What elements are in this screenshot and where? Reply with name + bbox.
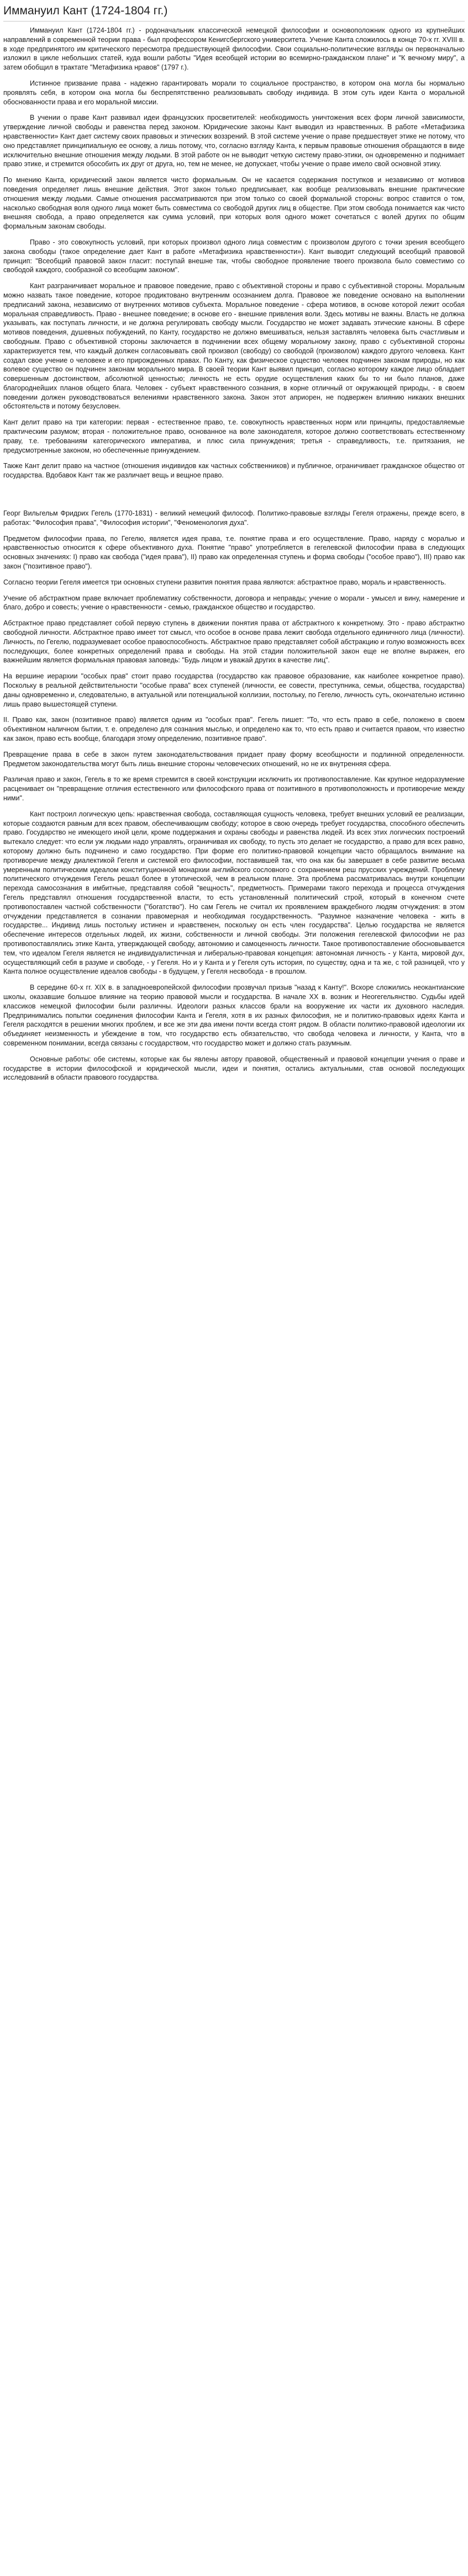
section-gap [3, 487, 465, 509]
hegel-paragraph-conclusion: Основные работы: обе системы, которые как бы явлены автору правовой, общественный и правовой концепции учения о праве и государстве в истории философской и юридической мысли, идеи и понятия, остались актуальными, став основой последующих исследований в области правового государства. [3, 1055, 465, 1082]
kant-section [3, 26, 465, 480]
hegel-paragraph-teaching: Учение об абстрактном праве включает проблематику собственности, договора и неправды; учение о морали - умысел и вину, намерение и благо, добро и совесть; учение о нравственности - семью, гражданское общество и государство. [3, 594, 465, 612]
hegel-paragraph-law-as-statute: II. Право как, закон (позитивное право) является одним из "особых прав". Гегель пишет: "То, что есть право в себе, положено в своем объективном наличном бытии, т. е. определено для сознания мыслью, и определено как то, что есть право и считается правом, что известно как закон, право есть вообще, благодаря этому определению, позитивное право". [3, 716, 465, 742]
hegel-paragraph-comparison: Кант построил логическую цепь: нравственная свобода, составляющая сущность человека, требует внешних условий ее реализации, которые создаются равным для всех правом, обеспечивающим свободу; которое в свою очередь требует государства, способного обеспечить право. Государство не имеющего иной цели, кроме поддержания и охраны свободы и равенства людей. Из всех этих логических построений вытекало следует: что если уж людьми надо управлять, ограничивая их свободу, то пусть это делает не государство, а право для всех равно, которому должно быть подчинено и само государство. При форме его политико-правовой концепции часто обращалось внимание на противоречие между диалектикой Гегеля и системой его философии, поставившей так, что она как бы завершает в себе развитие весьма умеренным политическим идеалом конституционной монархии английского сословного с сохранением реш прусских учреждений. Проблему политического отчуждения Гегель решал более в утопической, чем в реальном плане. Эта проблема рассматривалась внутри концепции перехода самосознания в имбитные, представляя собой "вещность", предметность. Примерами такого перехода и процесса отчуждения Гегель представлял отношения государственной власти, то есть установленный политический строй, который в конечном счете противопоставлен частной собственности ("богатство"). Но сам Гегель не считал их проявлением враждебного людям отчуждения: в этом отчуждении представляется в сознании правомерная и необходимая государственность. "Разумное назначение человека - жить в государстве... Индивид лишь постольку истинен и нравственен, поскольку он есть член государства". Целью государства не является обеспечение интересов отдельных людей, их жизни, собственности и личной свободы. Эти положения гегелевской философии не раз противопоставлялись этике Канта, утверждающей свободу, автономию и самоценность личности. Такое противопоставление обосновывается тем, что идеалом Гегеля является не индивидуалистичная и либерально-правовая концепция: автономная личность - у Канта, мировой дух, осуществляющий себя в разуме и свободе, - у Гегеля. Но и у Канта и у Гегеля суть история, по существу, одна и та же, с той разницей, что у Канта полное осуществление идеалов свободы - в будущем, у Гегеля несвобода - в прошлом. [3, 810, 465, 976]
kant-paragraph-doctrine: В учении о праве Кант развивал идеи французских просветителей: необходимость уничтожения всех форм личной зависимости, утверждение личной свободы и равенства перед законом. Юридические законы Кант выводил из нравственных. В работе «Метафизика нравственности» Кант дает систему своих правовых и этических воззрений. В этой системе учение о праве предшествует этике не потому, что оно представляет принципиальную ее основу, а лишь потому, что, согласно взгляду Канта, к первым правовые отношения обращаются в виде исключительно внешние отношения между людьми. В этой работе он не выводит четкую систему право-этики, он одновременно и поднимает право этике, и стремится обособить их друг от друга, но, тем не менее, не допускает, чтобы учение о праве имело свой основной этику. [3, 114, 465, 168]
kant-paragraph-law: По мнению Канта, юридический закон является чисто формальным. Он не касается содержания поступков и независимо от мотивов поведения определяет лишь внешние действия. Этот закон только предписывает, как вообще реализовывать внешние практические отношения между людьми. Самые отношения рассматриваются при этом только со своей формальной стороны: вопрос ставится о том, насколько свободная воля одного лица может быть совместима со свободой других лиц в обществе. При этом свобода понимается как чисто внешняя свобода, а право определяется как сумма условий, при которых воля одного может сочетаться с волей других по общим формальным законам свободы. [3, 176, 465, 231]
hegel-paragraph-legislation: Превращение права в себе в закон путем законодательствования придает праву форму всеобщности и подлинной определенности. Предметом законодательства могут быть лишь внешние стороны человеческих отношений, но не их внутренняя сфера. [3, 750, 465, 768]
kant-paragraph-definition: Право - это совокупность условий, при которых произвол одного лица совместим с произволом другого с точки зрения всеобщего закона свободы (такое определение дает Кант в работе «Метафизика нравственности»). Кант выводит следующий всеобщий правовой принцип: "Всеобщий правовой закон гласит: поступай внешне так, чтобы свободное проявление твоего произвола было совместимо со свободой каждого, сообразной со всеобщим законом". [3, 238, 465, 274]
hegel-paragraph-subject: Предметом философии права, по Гегелю, является идея права, т.е. понятие права и его осуществление. Право, наряду с моралью и нравственностью относится к сфере объективного духа. Понятие "право" употребляется в гегелевской философии права в следующих основных значениях: I) право как свобода ("идея права"), II) право как определенная ступень и форма свободы ("особое право"), III) право как закон ("позитивное право"). [3, 534, 465, 571]
hegel-paragraph-abstract: Абстрактное право представляет собой первую ступень в движении понятия права от абстрактного к конкретному. Это - право абстрактно свободной личности. Абстрактное право имеет тот смысл, что особое в основе права лежит свобода отдельного единичного лица (личности). Личность, по Гегелю, подразумевает особое правоспособность. Абстрактное право представляет собой абстракцию и голую возможность всех последующих, более конкретных определений права и свободы. На этой стадии положительной закон еще не вполне выражен, его важнейшим является формальная правовая заповедь: "Будь лицом и уважай других в качестве лиц". [3, 619, 465, 665]
kant-paragraph-private-public: Также Кант делит право на частное (отношения индивидов как частных собственников) и публичное, ограничивает гражданское общество от государства. Вдобавок Кант так же различает вещь и вещное право. [3, 462, 465, 480]
kant-paragraph-purpose: Истинное призвание права - надежно гарантировать морали то социальное пространство, в котором она могла бы нормально проявлять себя, в котором она могла бы беспрепятственно реализовывать свободу индивида. В этом суть идеи Канта о моральной обоснованности права и его моральной миссии. [3, 79, 465, 106]
hegel-paragraph-distinction: Различая право и закон, Гегель в то же время стремится в своей конструкции исключить их противопоставление. Как крупное недоразумение расценивает он "превращение отличия естественного или философского права от позитивного в противоположность и противоречие между ними". [3, 776, 465, 802]
kant-paragraph-categories: Кант делит право на три категории: первая - естественное право, т.е. совокупность нравственных норм или принципы, предоставляемые практическим разумом; вторая - положительное право, основанное на воле законодателя, которое должно соответствовать естественному праву, т.е. требованиям категорического императива, и плюс сила принуждения; третья - справедливость, т.е. притязания, не предусмотренные законом, но обеспеченные принуждением. [3, 418, 465, 454]
hegel-paragraph-stages: Согласно теории Гегеля имеется три основных ступени развития понятия права являются: абстрактное право, мораль и нравственность. [3, 578, 446, 586]
hegel-paragraph-legacy: В середине 60-х гг. XIX в. в западноевропейской философии прозвучал призыв "назад к Канту!". Вскоре сложились неокантианские школы, оказавшие большое влияние на теорию правовой мысли и государства. В начале XX в. возник и Неогегельянство. Судьбы идей классиков немецкой философии были различны. Идеологи разных классов брали на вооружение их части их духовного наследия. Предпринимались попытки соединения философии Канта и Гегеля, хотя в их разных философия, не и политико-правовых идеях Канта и Гегеля расходятся в решении многих проблем, и все же эти два имени почти всегда стоят рядом. В области политико-правовой идеологии их объединяет неизменность и убеждение в том, что государство есть обязательство, что свобода человека и личности, у Канта, что в современном понимании, всегда связаны с государством, что государство может и должно стать разумным. [3, 984, 465, 1047]
kant-paragraph-moral: Кант разграничивает моральное и правовое поведение, право с объективной стороны и право с субъективной стороны. Моральным можно назвать такое поведение, которое продиктовано внутренним осознанием долга. Правовое же поведение основано на выполнении предписаний закона, независимо от внутренних мотивов субъекта. Моральное поведение - сфера мотивов, в основе которой лежит особая моральная справедливость. Право - внешнее поведение; в основе его - внешние привления воли. Здесь мотивы не важны. Власть не должна указывать, как поступать личности, и не должна регулировать свободу мысли. Государство не может задавать этические каноны. В сфере мотивов поведения, душевных побуждений, по Канту, государство не должно вмешиваться, нельзя заставлять человека быть счастливым и свободным. Право с объективной стороны заключается в подчинении всех общему моральному закону, право с субъективной стороны характеризуется тем, что каждый должен согласовывать свой произвол (свободу) со свободой (произволом) каждого другого человека. Кант создал свое учение о человеке и его прирожденных правах. По Канту, как физическое существо человек подчинен законам природы, но как волевое существо он подчинен законам морального мира. В своей теории Кант выявил принцип, согласно которому каждое лицо обладает совершенным достоинством, абсолютной ценностью; личность не есть орудие осуществления каких бы то ни было планов, даже благороднейших планов общего блага. Человек - субъект нравственного сознания, в корне отличный от окружающей природы, - в своем поведении должен руководствоваться велениями нравственного закона. Закон этот априорен, не подвержен влиянию никаких внешних обстоятельств и потому безусловен. [3, 282, 465, 411]
page-title: Иммануил Кант (1724-1804 гг.) [3, 4, 465, 22]
kant-paragraph-intro: Иммануил Кант (1724-1804 гг.) - родоначальник классической немецкой философии и основоположник одного из крупнейших направлений в современной теории права - был профессором Кенигсбергского университета. Учение Канта сложилось в конце 70-х гг. XVIII в. в ходе предпринятого им критического пересмотра предшествующей философии. Свои социально-политические взгляды он первоначально изложил в цикле небольших статей, куда вошли работы "Идея всеобщей истории во всемирно-гражданском плане" и "К вечному миру", а затем обобщил в трактате "Метафизика нравов" (1797 г.). [3, 26, 465, 72]
hegel-paragraph-hierarchy: На вершине иерархии "особых прав" стоит право государства (государство как правовое образование, как наиболее конкретное право). Поскольку в реальной действительности "особые права" всех ступеней (личности, ее совести, преступника, семьи, общества, государства) даны одновременно и, следовательно, в актуальной или потенциальной коллизии, постольку, по Гегелю, личность суть, окончательно истинно лишь право вышестоящей ступени. [3, 672, 465, 708]
hegel-paragraph-intro: Георг Вильгельм Фридрих Гегель (1770-1831) - великий немецкий философ. Политико-правовые взгляды Гегеля отражены, прежде всего, в работах: "Философия права", "Философия истории", "Феноменология духа". [3, 509, 465, 527]
hegel-section [3, 509, 465, 1082]
document-page [0, 0, 468, 1082]
